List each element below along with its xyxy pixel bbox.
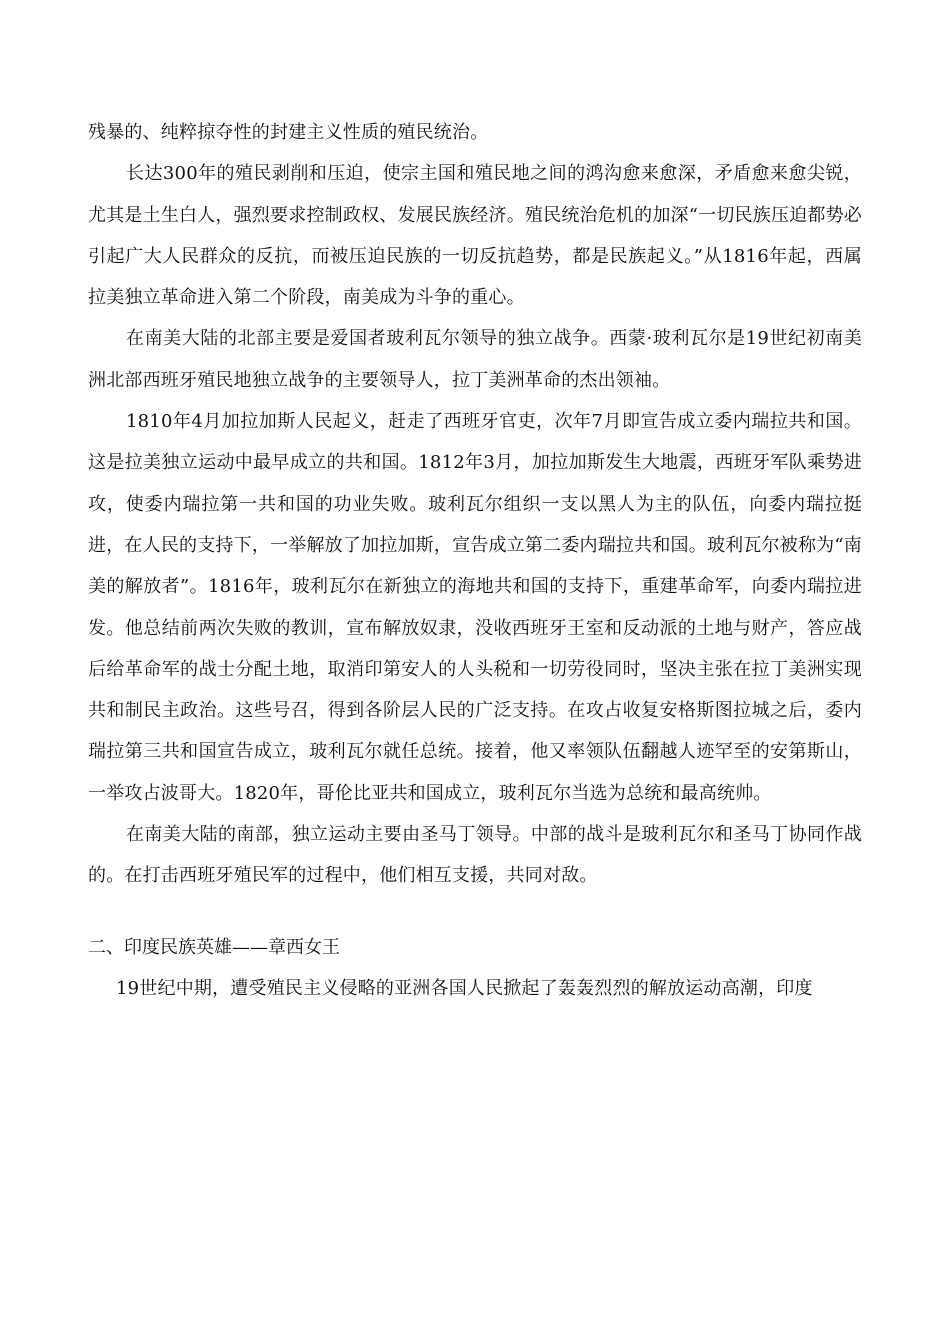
section-gap <box>88 897 862 927</box>
paragraph-colonial-crisis: 长达300年的殖民剥削和压迫，使宗主国和殖民地之间的鸿沟愈来愈深，矛盾愈来愈尖锐，尤其是土生白人，强烈要求控制政权、发展民族经济。殖民统治危机的加深“一切民族压迫都势必引起广大人民群众的反抗，而被压迫民族的一切反抗趋势，都是民族起义。”从1816年起，西属拉美独立革命进入第二个阶段，南美成为斗争的重心。 <box>88 163 862 309</box>
paragraph-continuation: 残暴的、纯粹掠夺性的封建主义性质的殖民统治。 <box>88 122 489 143</box>
paragraph-bolivar-intro: 在南美大陆的北部主要是爱国者玻利瓦尔领导的独立战争。西蒙·玻利瓦尔是19世纪初南美洲北部西班牙殖民地独立战争的主要领导人，拉丁美洲革命的杰出领袖。 <box>88 328 862 391</box>
document-page <box>88 112 862 1009</box>
section-heading: 二、印度民族英雄——章西女王 <box>88 936 340 958</box>
paragraph-india-intro: 19世纪中期，遭受殖民主义侵略的亚洲各国人民掀起了轰轰烈烈的解放运动高潮，印度 <box>116 977 813 999</box>
paragraph-san-martin: 在南美大陆的南部，独立运动主要由圣马丁领导。中部的战斗是玻利瓦尔和圣马丁协同作战的。在打击西班牙殖民军的过程中，他们相互支援，共同对敌。 <box>88 824 862 887</box>
paragraph-venezuela-republic: 1810年4月加拉加斯人民起义，赶走了西班牙官吏，次年7月即宣告成立委内瑞拉共和国。这是拉美独立运动中最早成立的共和国。1812年3月，加拉加斯发生大地震，西班牙军队乘势进攻，使委内瑞拉第一共和国的功业失败。玻利瓦尔组织一支以黑人为主的队伍，向委内瑞拉挺进，在人民的支持下，一举解放了加拉加斯，宣告成立第二委内瑞拉共和国。玻利瓦尔被称为“南美的解放者”。1816年，玻利瓦尔在新独立的海地共和国的支持下，重建革命军，向委内瑞拉进发。他总结前两次失败的教训，宣布解放奴隶，没收西班牙王室和反动派的土地与财产，答应战后给革命军的战士分配土地，取消印第安人的人头税和一切劳役同时，坚决主张在拉丁美洲实现共和制民主政治。这些号召，得到各阶层人民的广泛支持。在攻占收复安格斯图拉城之后，委内瑞拉第三共和国宣告成立，玻利瓦尔就任总统。接着，他又率领队伍翻越人迹罕至的安第斯山，一举攻占波哥大。1820年，哥伦比亚共和国成立，玻利瓦尔当选为总统和最高统帅。 <box>88 411 862 804</box>
